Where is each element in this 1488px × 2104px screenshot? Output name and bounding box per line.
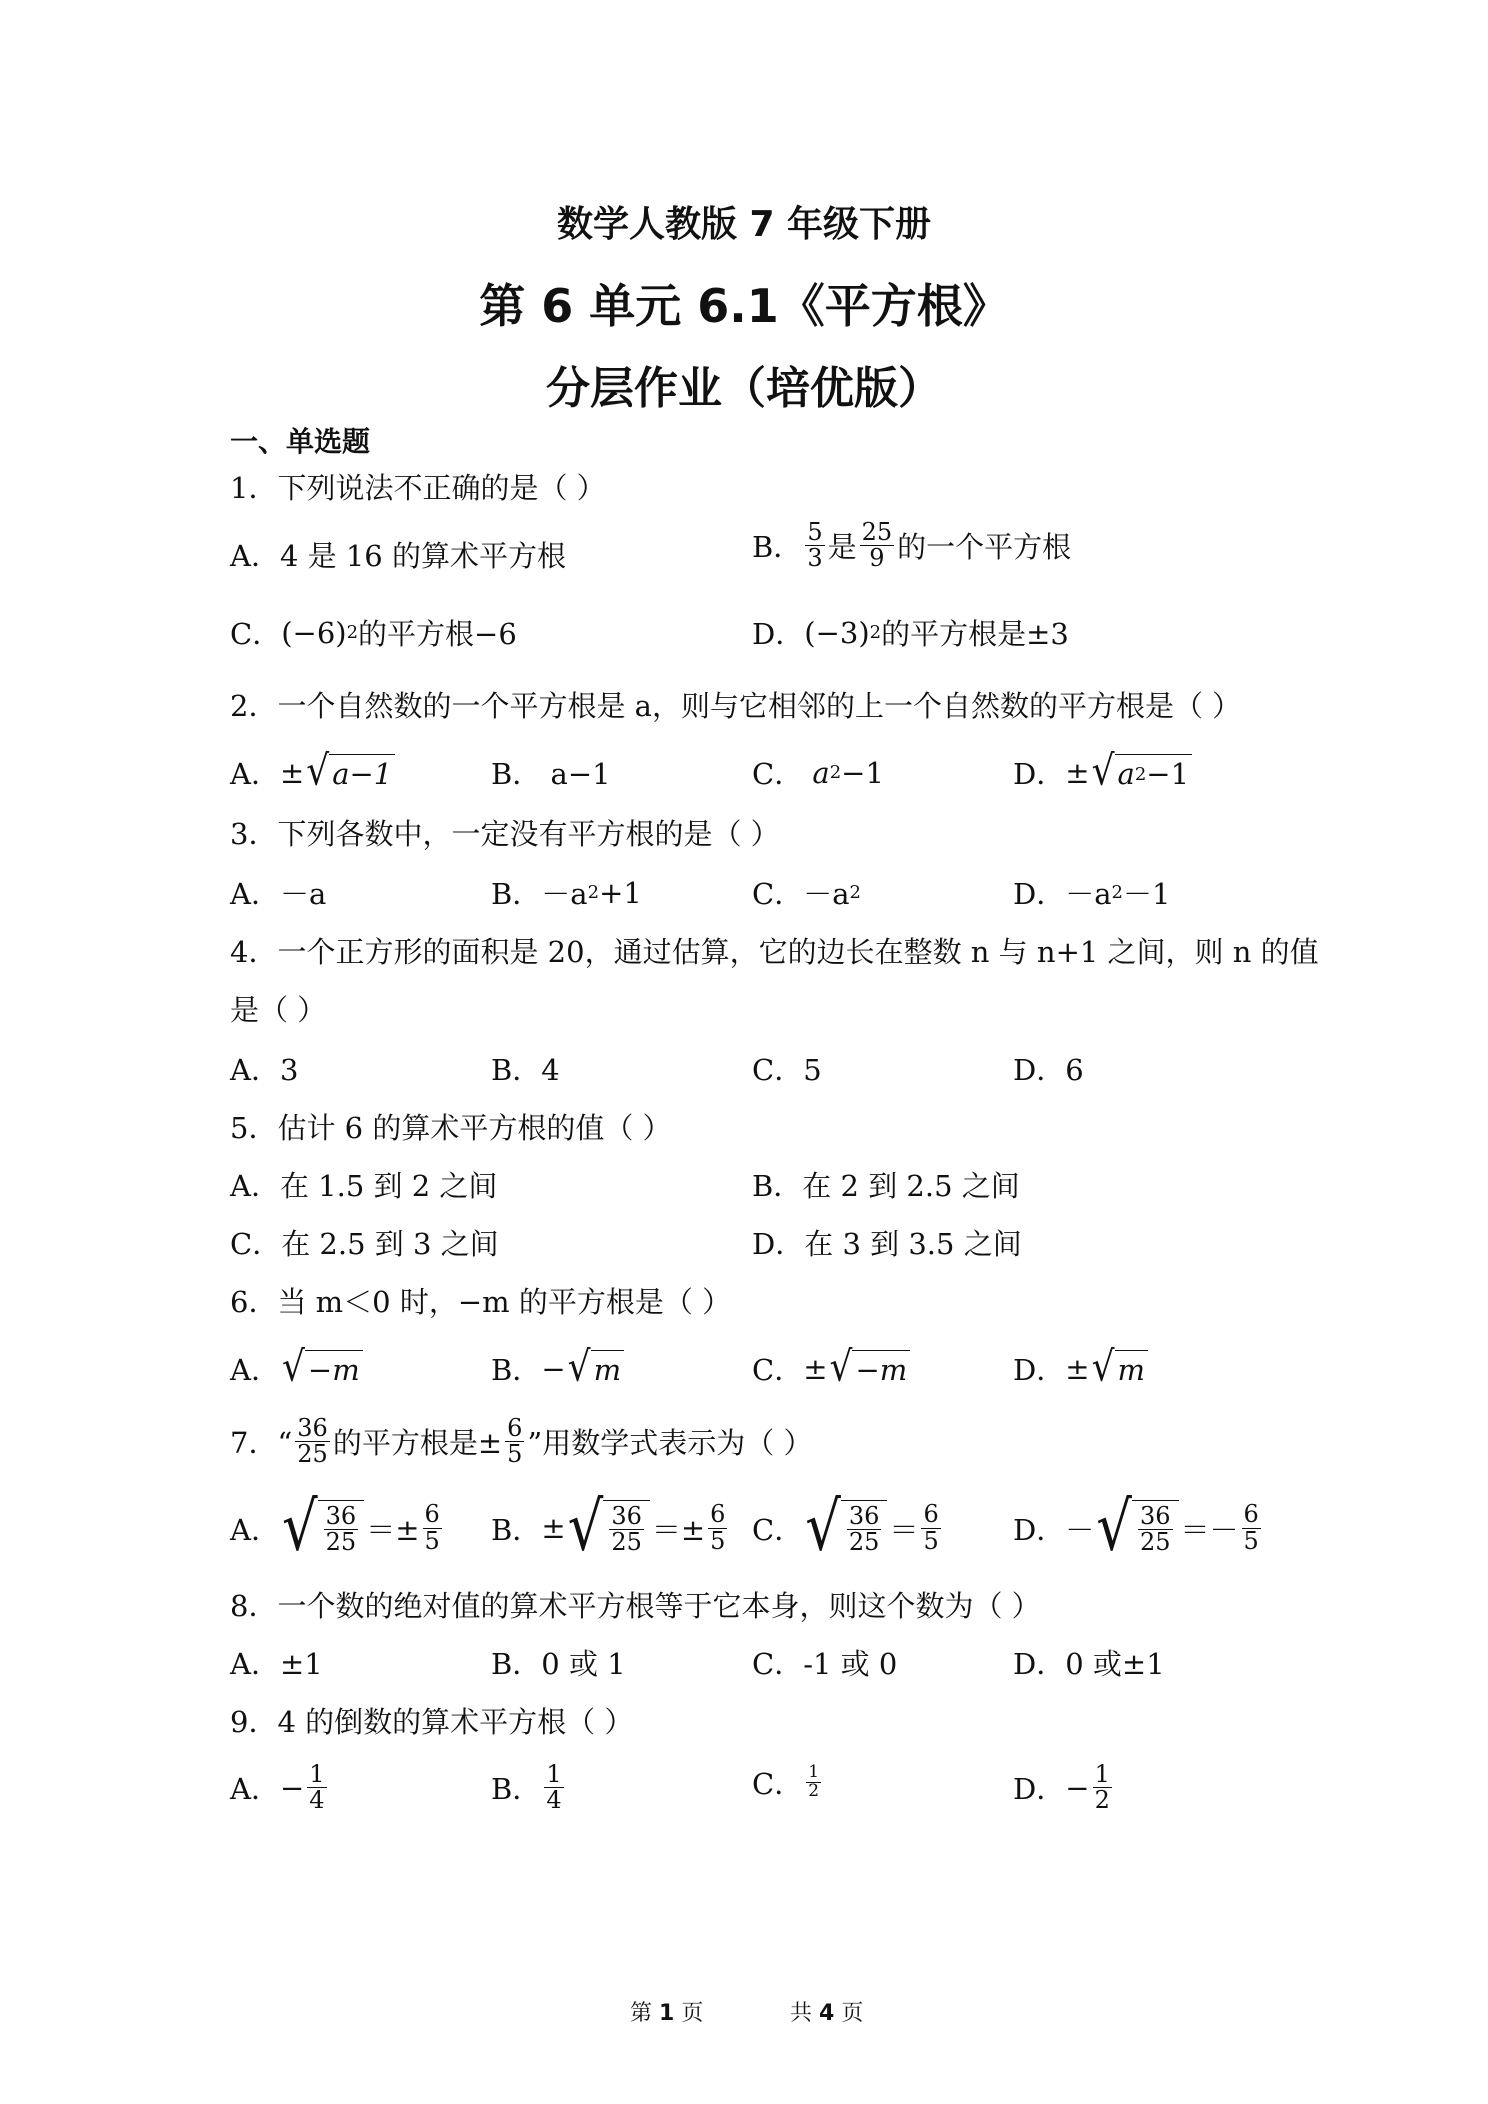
fraction bbox=[921, 1502, 940, 1553]
question-2-stem: 2．一个自然数的一个平方根是 a，则与它相邻的上一个自然数的平方根是（ ） bbox=[230, 689, 1242, 723]
footer-text: 页 bbox=[681, 2001, 704, 2026]
option-c bbox=[230, 1222, 499, 1263]
plus-minus: ± bbox=[1065, 755, 1090, 790]
numerator: 5 bbox=[807, 518, 823, 546]
fraction bbox=[1242, 1502, 1261, 1553]
denominator: 25 bbox=[325, 1528, 357, 1556]
numerator: 36 bbox=[325, 1501, 357, 1530]
radicand: m bbox=[593, 1353, 622, 1387]
option-d bbox=[1013, 1642, 1165, 1683]
square-root: √ $\frac{36}{25}$ bbox=[282, 1500, 364, 1556]
option-a bbox=[230, 872, 326, 913]
option-label: A． bbox=[230, 1772, 280, 1807]
plus-minus: ± bbox=[279, 755, 305, 790]
option-label: B．－a bbox=[491, 877, 588, 911]
question-3-stem: 3．下列各数中，一定没有平方根的是（ ） bbox=[230, 817, 780, 851]
option-text: 的平方根−6 bbox=[358, 617, 517, 651]
option-a bbox=[230, 1488, 445, 1567]
fraction bbox=[544, 1762, 563, 1813]
fraction bbox=[860, 520, 895, 571]
option-text: +1 bbox=[599, 875, 642, 910]
option-text: B．在 2 到 2.5 之间 bbox=[752, 1169, 1020, 1203]
option-a bbox=[230, 1048, 298, 1089]
option-c bbox=[752, 752, 884, 793]
option-text: A．3 bbox=[230, 1053, 299, 1087]
total-pages bbox=[790, 1996, 863, 2027]
denominator: 25 bbox=[848, 1528, 880, 1556]
option-label: D． bbox=[1013, 1512, 1066, 1547]
option-label: C． bbox=[230, 617, 282, 651]
exponent: 2 bbox=[346, 622, 359, 643]
option-d bbox=[1013, 1488, 1264, 1567]
option-d bbox=[1013, 872, 1170, 913]
minus-sign: － bbox=[1065, 1512, 1095, 1547]
document-subject-title: 数学人教版 7 年级下册 bbox=[556, 204, 932, 245]
numerator: 6 bbox=[507, 1414, 523, 1442]
option-text: A．在 1.5 到 2 之间 bbox=[230, 1169, 498, 1203]
option-text: C．-1 或 0 bbox=[752, 1647, 898, 1681]
question-6-stem: 6．当 m＜0 时，−m 的平方根是（ ） bbox=[230, 1285, 732, 1319]
equals-sign: ＝ bbox=[889, 1512, 919, 1547]
radicand: a−1 bbox=[332, 757, 393, 791]
current-page: 1 bbox=[659, 2001, 675, 2026]
plus-minus: ± bbox=[541, 1511, 566, 1545]
option-label: A． bbox=[230, 1353, 280, 1387]
option-a bbox=[230, 747, 397, 795]
option-text: C．在 2.5 到 3 之间 bbox=[230, 1227, 499, 1261]
option-a bbox=[230, 1343, 365, 1391]
option-label: D．－a bbox=[1013, 877, 1112, 911]
option-b bbox=[752, 520, 1071, 571]
option-b bbox=[491, 1343, 626, 1391]
denominator: 5 bbox=[710, 1526, 726, 1555]
fraction bbox=[423, 1502, 442, 1553]
question-7-stem bbox=[230, 1416, 812, 1467]
exponent: 2 bbox=[587, 882, 600, 903]
numerator: 36 bbox=[848, 1501, 880, 1530]
square-root: √ $\frac{36}{25}$ bbox=[568, 1500, 650, 1556]
option-text: −1 bbox=[841, 755, 884, 790]
square-root: √ a−1 bbox=[306, 754, 395, 791]
math-expr: (−6) bbox=[281, 615, 347, 650]
option-text: A．4 是 16 的算术平方根 bbox=[230, 539, 566, 573]
numerator: 1 bbox=[309, 1760, 325, 1788]
option-label: D． bbox=[1013, 757, 1066, 791]
option-text: D．6 bbox=[1013, 1053, 1084, 1087]
exponent: 2 bbox=[849, 882, 861, 903]
footer-text: 共 bbox=[790, 2001, 813, 2026]
stem-text: 的平方根是± bbox=[332, 1426, 503, 1461]
option-d bbox=[752, 1222, 1022, 1263]
exponent: 2 bbox=[1111, 882, 1123, 903]
denominator: 5 bbox=[1243, 1526, 1259, 1555]
numerator: 36 bbox=[1139, 1501, 1171, 1530]
minus-sign: − bbox=[1065, 1770, 1090, 1805]
exponent: 2 bbox=[1134, 763, 1147, 785]
denominator: 5 bbox=[923, 1526, 939, 1555]
square-root: √ m bbox=[568, 1350, 624, 1387]
option-d bbox=[752, 612, 1069, 653]
fraction bbox=[324, 1501, 359, 1556]
option-a bbox=[230, 1642, 323, 1683]
option-label: A． bbox=[230, 1512, 280, 1547]
numerator: 1 bbox=[546, 1760, 562, 1788]
option-b bbox=[491, 872, 642, 913]
question-1-stem: 1．下列说法不正确的是（ ） bbox=[230, 471, 606, 505]
square-root: √ −m bbox=[282, 1350, 363, 1387]
option-c bbox=[230, 612, 517, 653]
option-label: B． bbox=[491, 1353, 542, 1387]
square-root: √ m bbox=[1092, 1350, 1148, 1387]
denominator: 25 bbox=[297, 1440, 328, 1469]
radicand: −m bbox=[307, 1353, 360, 1387]
denominator: 4 bbox=[309, 1786, 325, 1815]
option-d bbox=[1013, 1343, 1150, 1391]
math-expr: (−3) bbox=[804, 615, 870, 650]
square-root: √ $\frac{36}{25}$ bbox=[805, 1500, 887, 1556]
numerator: 6 bbox=[1243, 1500, 1259, 1529]
option-a bbox=[230, 1762, 330, 1813]
radicand: −m bbox=[855, 1353, 908, 1387]
option-text: A．±1 bbox=[230, 1647, 323, 1681]
option-d bbox=[1013, 747, 1194, 795]
fraction bbox=[295, 1416, 330, 1467]
option-c bbox=[752, 1343, 912, 1391]
fraction bbox=[1138, 1501, 1173, 1556]
square-root: √ −m bbox=[830, 1350, 911, 1387]
option-text: D．0 或±1 bbox=[1013, 1647, 1165, 1681]
option-text: －1 bbox=[1123, 877, 1171, 911]
radicand: m bbox=[1117, 1353, 1146, 1387]
fraction bbox=[806, 1764, 821, 1801]
denominator: 2 bbox=[808, 1781, 820, 1801]
denominator: 4 bbox=[546, 1786, 562, 1815]
option-text: A．－a bbox=[230, 877, 327, 911]
minus-sign: − bbox=[541, 1351, 566, 1386]
equals-sign: ＝± bbox=[366, 1512, 420, 1547]
fraction bbox=[708, 1502, 727, 1553]
numerator: 6 bbox=[710, 1500, 726, 1529]
footer-text: 页 bbox=[841, 2001, 864, 2026]
fraction bbox=[847, 1501, 882, 1556]
exponent: 2 bbox=[869, 622, 882, 643]
option-a bbox=[230, 1164, 497, 1205]
option-text: B． a−1 bbox=[491, 757, 611, 791]
denominator: 5 bbox=[507, 1440, 523, 1469]
document-subtitle: 分层作业（培优版） bbox=[546, 363, 942, 414]
option-c bbox=[752, 1048, 822, 1089]
option-b bbox=[491, 1762, 567, 1813]
option-label: C． bbox=[752, 757, 804, 791]
stem-text: ”用数学式表示为（ ） bbox=[527, 1426, 813, 1461]
plus-minus: ± bbox=[803, 1351, 828, 1386]
option-label: C． bbox=[752, 1767, 804, 1801]
option-text: B．4 bbox=[491, 1053, 560, 1087]
denominator: 25 bbox=[611, 1528, 642, 1556]
option-label: B． bbox=[491, 1512, 542, 1547]
option-label: C．－a bbox=[752, 877, 850, 911]
option-text: B．0 或 1 bbox=[491, 1647, 626, 1681]
fraction bbox=[307, 1762, 326, 1813]
total-page-count: 4 bbox=[819, 2001, 835, 2026]
document-unit-title: 第 6 单元 6.1《平方根》 bbox=[479, 279, 1009, 333]
option-label: D． bbox=[752, 617, 805, 651]
radicand-tail: −1 bbox=[1146, 757, 1190, 791]
option-text: 的一个平方根 bbox=[897, 530, 1072, 565]
option-label: B． bbox=[752, 530, 803, 565]
option-label: C． bbox=[752, 1353, 804, 1387]
denominator: 5 bbox=[424, 1526, 440, 1555]
equals-sign: ＝± bbox=[651, 1512, 706, 1547]
option-b bbox=[491, 1642, 626, 1683]
option-d bbox=[1013, 1048, 1084, 1089]
footer-text: 第 bbox=[630, 2001, 653, 2026]
option-text: C．5 bbox=[752, 1053, 822, 1087]
stem-text: 7．“ bbox=[230, 1426, 293, 1461]
numerator: 36 bbox=[297, 1414, 328, 1442]
denominator: 9 bbox=[869, 544, 885, 573]
fraction bbox=[805, 520, 824, 571]
option-label: D． bbox=[1013, 1772, 1066, 1807]
question-4-stem-cont: 是（ ） bbox=[230, 993, 327, 1027]
question-5-stem: 5．估计 6 的算术平方根的值（ ） bbox=[230, 1111, 672, 1145]
fraction bbox=[505, 1416, 524, 1467]
plus-minus: ± bbox=[1065, 1351, 1090, 1386]
fraction bbox=[1093, 1762, 1112, 1813]
question-9-stem: 9．4 的倒数的算术平方根（ ） bbox=[230, 1705, 634, 1739]
denominator: 2 bbox=[1094, 1786, 1110, 1815]
option-label: C． bbox=[752, 1512, 804, 1547]
numerator: 1 bbox=[808, 1762, 820, 1783]
numerator: 36 bbox=[611, 1501, 642, 1530]
exponent: 2 bbox=[829, 762, 842, 783]
question-8-stem: 8．一个数的绝对值的算术平方根等于它本身，则这个数为（ ） bbox=[230, 1589, 1041, 1623]
option-b bbox=[752, 1164, 1020, 1205]
option-c bbox=[752, 1488, 944, 1567]
numerator: 25 bbox=[861, 518, 893, 546]
option-b bbox=[491, 1488, 730, 1567]
numerator: 6 bbox=[424, 1500, 440, 1529]
option-c bbox=[752, 1762, 824, 1803]
equals-sign: ＝－ bbox=[1180, 1512, 1239, 1547]
variable: a bbox=[1117, 757, 1135, 791]
page-number bbox=[630, 1996, 703, 2027]
numerator: 1 bbox=[1094, 1760, 1110, 1788]
fraction bbox=[609, 1501, 644, 1556]
option-d bbox=[1013, 1762, 1115, 1813]
option-label: B． bbox=[491, 1772, 542, 1807]
option-text: 是 bbox=[827, 530, 857, 565]
option-b bbox=[491, 752, 611, 793]
question-4-stem: 4．一个正方形的面积是 20，通过估算，它的边长在整数 n 与 n+1 之间，则 n 的值 bbox=[230, 935, 1319, 969]
option-a bbox=[230, 534, 566, 575]
numerator: 6 bbox=[923, 1500, 939, 1529]
minus-sign: − bbox=[279, 1770, 305, 1805]
option-text: 的平方根是±3 bbox=[881, 617, 1069, 651]
option-label: D． bbox=[1013, 1353, 1066, 1387]
option-label: A． bbox=[230, 757, 280, 791]
option-b bbox=[491, 1048, 560, 1089]
square-root: √ $\frac{36}{25}$ bbox=[1096, 1500, 1178, 1556]
option-c bbox=[752, 872, 861, 913]
option-text: D．在 3 到 3.5 之间 bbox=[752, 1227, 1022, 1261]
denominator: 25 bbox=[1139, 1528, 1171, 1556]
variable: a bbox=[812, 755, 830, 790]
square-root: √ a 2 −1 bbox=[1092, 754, 1192, 791]
denominator: 3 bbox=[807, 544, 823, 573]
option-c bbox=[752, 1642, 897, 1683]
section-heading: 一、单选题 bbox=[230, 425, 371, 458]
